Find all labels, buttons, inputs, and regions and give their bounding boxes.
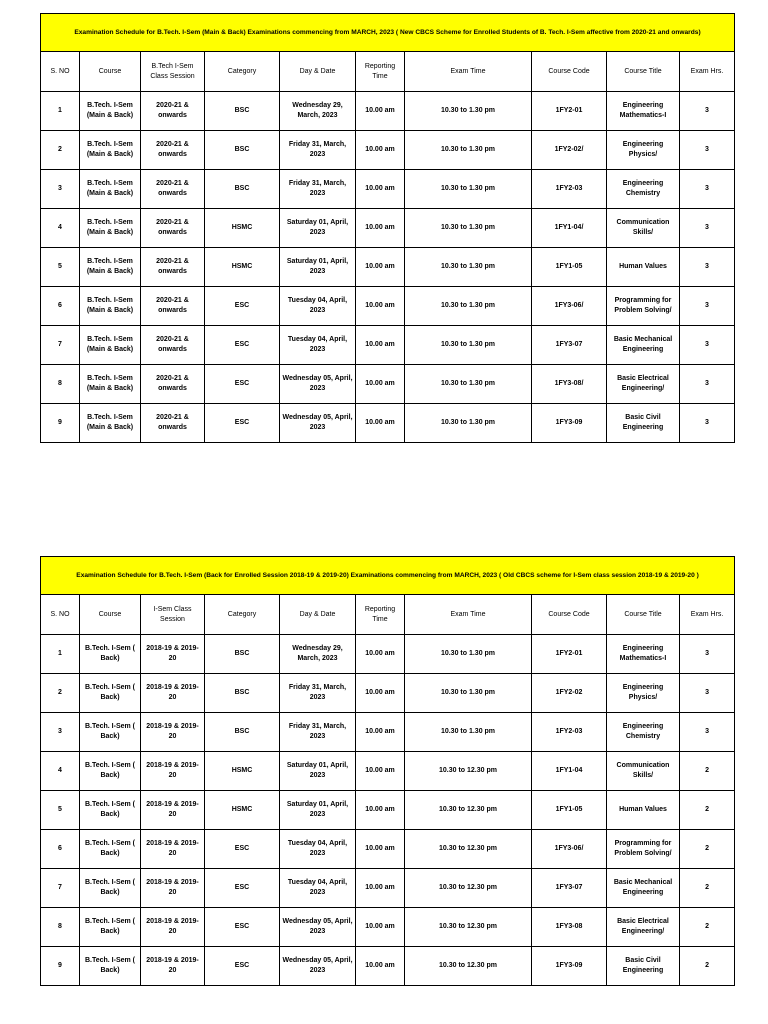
cell-reporting-time: 10.00 am (356, 92, 405, 131)
table-row (41, 713, 735, 752)
cell-date: Friday 31, March, 2023 (280, 170, 356, 209)
cell-course-code: 1FY3-08/ (532, 365, 607, 404)
cell-course-title: Engineering Physics/ (607, 131, 680, 170)
col-header-course: Course (80, 595, 141, 635)
cell-exam-time: 10.30 to 1.30 pm (405, 287, 532, 326)
cell-session: 2018-19 & 2019-20 (141, 635, 205, 674)
cell-reporting-time: 10.00 am (356, 248, 405, 287)
cell-session: 2020-21 & onwards (141, 92, 205, 131)
cell-session: 2018-19 & 2019-20 (141, 908, 205, 947)
cell-date: Wednesday 29, March, 2023 (280, 92, 356, 131)
cell-exam-hrs: 3 (680, 287, 735, 326)
cell-category: ESC (205, 908, 280, 947)
col-header-date: Day & Date (280, 595, 356, 635)
cell-course-title: Engineering Physics/ (607, 674, 680, 713)
cell-category: HSMC (205, 791, 280, 830)
cell-reporting-time: 10.00 am (356, 209, 405, 248)
cell-category: BSC (205, 713, 280, 752)
cell-exam-time: 10.30 to 1.30 pm (405, 326, 532, 365)
cell-session: 2018-19 & 2019-20 (141, 947, 205, 986)
cell-exam-hrs: 3 (680, 365, 735, 404)
cell-exam-hrs: 3 (680, 635, 735, 674)
col-header-sno: S. NO (41, 595, 80, 635)
cell-session: 2018-19 & 2019-20 (141, 791, 205, 830)
cell-course-title: Engineering Mathematics-I (607, 635, 680, 674)
cell-course-title: Basic Mechanical Engineering (607, 326, 680, 365)
cell-session: 2020-21 & onwards (141, 131, 205, 170)
cell-sno: 1 (41, 92, 80, 131)
col-header-reporting-time: Reporting Time (356, 52, 405, 92)
col-header-sno: S. NO (41, 52, 80, 92)
cell-course-title: Engineering Chemistry (607, 170, 680, 209)
cell-course-title: Programming for Problem Solving/ (607, 287, 680, 326)
cell-category: HSMC (205, 209, 280, 248)
cell-date: Saturday 01, April, 2023 (280, 248, 356, 287)
cell-exam-time: 10.30 to 1.30 pm (405, 404, 532, 443)
cell-category: BSC (205, 674, 280, 713)
cell-exam-time: 10.30 to 1.30 pm (405, 92, 532, 131)
cell-session: 2018-19 & 2019-20 (141, 869, 205, 908)
cell-reporting-time: 10.00 am (356, 170, 405, 209)
table-row (41, 674, 735, 713)
cell-course: B.Tech. I-Sem (Main & Back) (80, 248, 141, 287)
cell-course-code: 1FY3-09 (532, 947, 607, 986)
cell-exam-time: 10.30 to 1.30 pm (405, 365, 532, 404)
cell-course-title: Engineering Mathematics-I (607, 92, 680, 131)
cell-date: Wednesday 05, April, 2023 (280, 947, 356, 986)
col-header-category: Category (205, 52, 280, 92)
cell-reporting-time: 10.00 am (356, 947, 405, 986)
col-header-course-title: Course Title (607, 52, 680, 92)
cell-course: B.Tech. I-Sem (Main & Back) (80, 209, 141, 248)
col-header-date: Day & Date (280, 52, 356, 92)
cell-exam-hrs: 3 (680, 674, 735, 713)
cell-category: ESC (205, 869, 280, 908)
table-row (41, 947, 735, 986)
schedule-table-1 (40, 13, 734, 443)
cell-date: Tuesday 04, April, 2023 (280, 830, 356, 869)
cell-reporting-time: 10.00 am (356, 326, 405, 365)
cell-course-title: Human Values (607, 248, 680, 287)
cell-course-code: 1FY3-07 (532, 869, 607, 908)
col-header-course-title: Course Title (607, 595, 680, 635)
schedule-table (40, 13, 735, 443)
cell-date: Saturday 01, April, 2023 (280, 209, 356, 248)
cell-course-title: Communication Skills/ (607, 752, 680, 791)
cell-exam-hrs: 2 (680, 791, 735, 830)
col-header-exam-hrs: Exam Hrs. (680, 595, 735, 635)
cell-exam-time: 10.30 to 12.30 pm (405, 830, 532, 869)
cell-category: BSC (205, 92, 280, 131)
cell-sno: 8 (41, 365, 80, 404)
cell-category: HSMC (205, 752, 280, 791)
col-header-exam-time: Exam Time (405, 595, 532, 635)
table-row (41, 131, 735, 170)
cell-sno: 2 (41, 131, 80, 170)
cell-exam-time: 10.30 to 12.30 pm (405, 791, 532, 830)
cell-course-title: Human Values (607, 791, 680, 830)
cell-sno: 4 (41, 209, 80, 248)
cell-date: Wednesday 05, April, 2023 (280, 404, 356, 443)
cell-course: B.Tech. I-Sem ( Back) (80, 947, 141, 986)
cell-course: B.Tech. I-Sem (Main & Back) (80, 404, 141, 443)
header-row (41, 52, 735, 92)
cell-course: B.Tech. I-Sem (Main & Back) (80, 326, 141, 365)
schedule-title: Examination Schedule for B.Tech. I-Sem (Main & Back) Examinations commencing from MARCH, 2023 ( New CBCS Scheme for Enrolled Students of B. Tech. I-Sem affective from 2020-21 and onwards) (41, 14, 735, 52)
cell-exam-hrs: 3 (680, 326, 735, 365)
cell-exam-time: 10.30 to 1.30 pm (405, 170, 532, 209)
cell-course-code: 1FY2-03 (532, 170, 607, 209)
col-header-category: Category (205, 595, 280, 635)
cell-course-code: 1FY1-05 (532, 248, 607, 287)
cell-course-title: Basic Electrical Engineering/ (607, 908, 680, 947)
cell-date: Saturday 01, April, 2023 (280, 791, 356, 830)
cell-reporting-time: 10.00 am (356, 404, 405, 443)
cell-course-title: Basic Civil Engineering (607, 404, 680, 443)
cell-date: Friday 31, March, 2023 (280, 674, 356, 713)
cell-course-title: Communication Skills/ (607, 209, 680, 248)
col-header-course-code: Course Code (532, 595, 607, 635)
cell-course: B.Tech. I-Sem ( Back) (80, 908, 141, 947)
table-row (41, 830, 735, 869)
cell-exam-hrs: 3 (680, 131, 735, 170)
table-row (41, 170, 735, 209)
cell-date: Friday 31, March, 2023 (280, 131, 356, 170)
table-row (41, 248, 735, 287)
cell-course-code: 1FY3-06/ (532, 287, 607, 326)
cell-exam-hrs: 2 (680, 752, 735, 791)
table-row (41, 365, 735, 404)
cell-course-code: 1FY1-04/ (532, 209, 607, 248)
cell-course: B.Tech. I-Sem (Main & Back) (80, 365, 141, 404)
table-body (41, 92, 735, 443)
cell-sno: 7 (41, 326, 80, 365)
cell-exam-time: 10.30 to 12.30 pm (405, 869, 532, 908)
cell-sno: 6 (41, 287, 80, 326)
table-row (41, 908, 735, 947)
cell-course: B.Tech. I-Sem ( Back) (80, 674, 141, 713)
cell-sno: 8 (41, 908, 80, 947)
cell-reporting-time: 10.00 am (356, 830, 405, 869)
table-body (41, 635, 735, 986)
cell-course-title: Programming for Problem Solving/ (607, 830, 680, 869)
cell-course-code: 1FY1-05 (532, 791, 607, 830)
cell-category: HSMC (205, 248, 280, 287)
cell-date: Wednesday 29, March, 2023 (280, 635, 356, 674)
schedule-title: Examination Schedule for B.Tech. I-Sem (Back for Enrolled Session 2018-19 & 2019-20) Examinations commencing from MARCH, 2023 ( Old CBCS scheme for I-Sem class session 2018-19 & 2019-20 ) (41, 557, 735, 595)
cell-session: 2018-19 & 2019-20 (141, 713, 205, 752)
cell-course: B.Tech. I-Sem ( Back) (80, 635, 141, 674)
cell-exam-hrs: 3 (680, 713, 735, 752)
col-header-session: I-Sem Class Session (141, 595, 205, 635)
cell-course-code: 1FY1-04 (532, 752, 607, 791)
cell-category: ESC (205, 947, 280, 986)
cell-course: B.Tech. I-Sem ( Back) (80, 752, 141, 791)
cell-course-code: 1FY2-02/ (532, 131, 607, 170)
cell-category: BSC (205, 131, 280, 170)
cell-sno: 6 (41, 830, 80, 869)
cell-course-code: 1FY2-03 (532, 713, 607, 752)
cell-category: ESC (205, 287, 280, 326)
cell-sno: 5 (41, 791, 80, 830)
cell-category: BSC (205, 170, 280, 209)
cell-sno: 5 (41, 248, 80, 287)
cell-category: ESC (205, 404, 280, 443)
cell-sno: 9 (41, 947, 80, 986)
cell-exam-hrs: 2 (680, 908, 735, 947)
cell-exam-time: 10.30 to 1.30 pm (405, 131, 532, 170)
cell-date: Tuesday 04, April, 2023 (280, 326, 356, 365)
cell-category: ESC (205, 830, 280, 869)
cell-sno: 9 (41, 404, 80, 443)
cell-exam-time: 10.30 to 1.30 pm (405, 674, 532, 713)
cell-session: 2018-19 & 2019-20 (141, 674, 205, 713)
table-row (41, 791, 735, 830)
cell-course-code: 1FY3-06/ (532, 830, 607, 869)
cell-course-code: 1FY2-02 (532, 674, 607, 713)
cell-reporting-time: 10.00 am (356, 752, 405, 791)
cell-course-title: Basic Mechanical Engineering (607, 869, 680, 908)
cell-sno: 3 (41, 713, 80, 752)
cell-course-code: 1FY2-01 (532, 92, 607, 131)
cell-session: 2020-21 & onwards (141, 248, 205, 287)
cell-exam-hrs: 3 (680, 92, 735, 131)
table-row (41, 92, 735, 131)
col-header-session: B.Tech I-Sem Class Session (141, 52, 205, 92)
cell-session: 2020-21 & onwards (141, 404, 205, 443)
cell-reporting-time: 10.00 am (356, 908, 405, 947)
cell-date: Tuesday 04, April, 2023 (280, 287, 356, 326)
cell-sno: 1 (41, 635, 80, 674)
cell-sno: 4 (41, 752, 80, 791)
cell-reporting-time: 10.00 am (356, 635, 405, 674)
cell-category: ESC (205, 326, 280, 365)
col-header-course: Course (80, 52, 141, 92)
cell-exam-hrs: 3 (680, 404, 735, 443)
cell-course: B.Tech. I-Sem (Main & Back) (80, 131, 141, 170)
schedule-table (40, 556, 735, 986)
cell-session: 2020-21 & onwards (141, 170, 205, 209)
cell-sno: 2 (41, 674, 80, 713)
cell-reporting-time: 10.00 am (356, 791, 405, 830)
table-row (41, 869, 735, 908)
cell-course: B.Tech. I-Sem (Main & Back) (80, 287, 141, 326)
header-row (41, 595, 735, 635)
cell-session: 2018-19 & 2019-20 (141, 830, 205, 869)
cell-exam-time: 10.30 to 1.30 pm (405, 248, 532, 287)
table-row (41, 287, 735, 326)
cell-exam-hrs: 3 (680, 170, 735, 209)
cell-exam-hrs: 3 (680, 209, 735, 248)
cell-course: B.Tech. I-Sem ( Back) (80, 791, 141, 830)
cell-date: Wednesday 05, April, 2023 (280, 365, 356, 404)
cell-exam-time: 10.30 to 1.30 pm (405, 635, 532, 674)
col-header-reporting-time: Reporting Time (356, 595, 405, 635)
cell-course: B.Tech. I-Sem (Main & Back) (80, 170, 141, 209)
cell-exam-time: 10.30 to 1.30 pm (405, 713, 532, 752)
cell-date: Friday 31, March, 2023 (280, 713, 356, 752)
cell-reporting-time: 10.00 am (356, 869, 405, 908)
cell-sno: 7 (41, 869, 80, 908)
table-row (41, 326, 735, 365)
cell-exam-hrs: 2 (680, 869, 735, 908)
cell-course-code: 1FY3-09 (532, 404, 607, 443)
cell-category: ESC (205, 365, 280, 404)
cell-reporting-time: 10.00 am (356, 365, 405, 404)
table-row (41, 752, 735, 791)
cell-exam-time: 10.30 to 12.30 pm (405, 908, 532, 947)
cell-course: B.Tech. I-Sem ( Back) (80, 713, 141, 752)
cell-session: 2018-19 & 2019-20 (141, 752, 205, 791)
cell-date: Tuesday 04, April, 2023 (280, 869, 356, 908)
cell-reporting-time: 10.00 am (356, 287, 405, 326)
schedule-table-2 (40, 556, 734, 986)
cell-category: BSC (205, 635, 280, 674)
cell-session: 2020-21 & onwards (141, 287, 205, 326)
cell-course: B.Tech. I-Sem (Main & Back) (80, 92, 141, 131)
schedule-title-row (41, 557, 735, 595)
cell-exam-time: 10.30 to 1.30 pm (405, 209, 532, 248)
cell-session: 2020-21 & onwards (141, 365, 205, 404)
cell-course: B.Tech. I-Sem ( Back) (80, 830, 141, 869)
cell-reporting-time: 10.00 am (356, 674, 405, 713)
cell-date: Wednesday 05, April, 2023 (280, 908, 356, 947)
cell-sno: 3 (41, 170, 80, 209)
cell-exam-hrs: 3 (680, 248, 735, 287)
cell-course-title: Engineering Chemistry (607, 713, 680, 752)
cell-reporting-time: 10.00 am (356, 131, 405, 170)
cell-exam-hrs: 2 (680, 830, 735, 869)
col-header-course-code: Course Code (532, 52, 607, 92)
cell-session: 2020-21 & onwards (141, 209, 205, 248)
cell-course-title: Basic Civil Engineering (607, 947, 680, 986)
cell-course-code: 1FY2-01 (532, 635, 607, 674)
cell-course-code: 1FY3-08 (532, 908, 607, 947)
col-header-exam-time: Exam Time (405, 52, 532, 92)
cell-session: 2020-21 & onwards (141, 326, 205, 365)
cell-reporting-time: 10.00 am (356, 713, 405, 752)
table-row (41, 635, 735, 674)
cell-course: B.Tech. I-Sem ( Back) (80, 869, 141, 908)
table-row (41, 209, 735, 248)
cell-date: Saturday 01, April, 2023 (280, 752, 356, 791)
cell-course-title: Basic Electrical Engineering/ (607, 365, 680, 404)
cell-exam-time: 10.30 to 12.30 pm (405, 947, 532, 986)
table-row (41, 404, 735, 443)
cell-course-code: 1FY3-07 (532, 326, 607, 365)
cell-exam-time: 10.30 to 12.30 pm (405, 752, 532, 791)
schedule-title-row (41, 14, 735, 52)
cell-exam-hrs: 2 (680, 947, 735, 986)
col-header-exam-hrs: Exam Hrs. (680, 52, 735, 92)
